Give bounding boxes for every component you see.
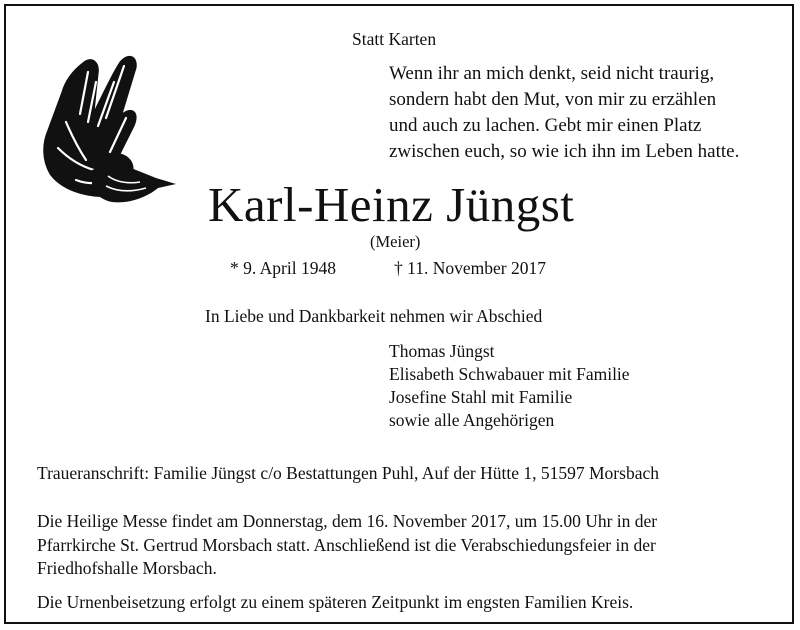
death-date: † 11. November 2017 bbox=[394, 258, 546, 278]
birth-name: (Meier) bbox=[370, 232, 421, 251]
poem-line: zwischen euch, so wie ich ihn im Leben hatte. bbox=[389, 141, 740, 162]
mourner: Josefine Stahl mit Familie bbox=[389, 387, 573, 407]
poem bbox=[389, 61, 739, 165]
statt-karten-label: Statt Karten bbox=[352, 29, 437, 49]
farewell-line: In Liebe und Dankbarkeit nehmen wir Abschied bbox=[205, 306, 543, 326]
birth-date: * 9. April 1948 bbox=[230, 258, 336, 278]
urn-burial-notice: Die Urnenbeisetzung erfolgt zu einem späteren Zeitpunkt im engsten Familien Kreis. bbox=[37, 592, 634, 612]
mass-announcement bbox=[37, 510, 657, 581]
praying-hands-icon bbox=[36, 52, 178, 212]
poem-line: sondern habt den Mut, von mir zu erzählen bbox=[389, 89, 717, 110]
mass-line: Die Heilige Messe findet am Donnerstag, dem 16. November 2017, um 15.00 Uhr in der bbox=[37, 511, 658, 531]
poem-line: und auch zu lachen. Gebt mir einen Platz bbox=[389, 115, 702, 136]
mourning-address: Traueranschrift: Familie Jüngst c/o Bestattungen Puhl, Auf der Hütte 1, 51597 Morsbach bbox=[37, 463, 659, 483]
mourner: Thomas Jüngst bbox=[389, 341, 495, 361]
deceased-name: Karl-Heinz Jüngst bbox=[208, 177, 575, 232]
poem-line: Wenn ihr an mich denkt, seid nicht traurig, bbox=[389, 63, 715, 84]
mass-line: Friedhofshalle Morsbach. bbox=[37, 558, 217, 578]
mourners-list bbox=[389, 340, 630, 432]
mourner: Elisabeth Schwabauer mit Familie bbox=[389, 364, 630, 384]
mass-line: Pfarrkirche St. Gertrud Morsbach statt. Anschließend ist die Verabschiedungsfeier in der bbox=[37, 534, 656, 555]
mourner: sowie alle Angehörigen bbox=[389, 410, 555, 430]
